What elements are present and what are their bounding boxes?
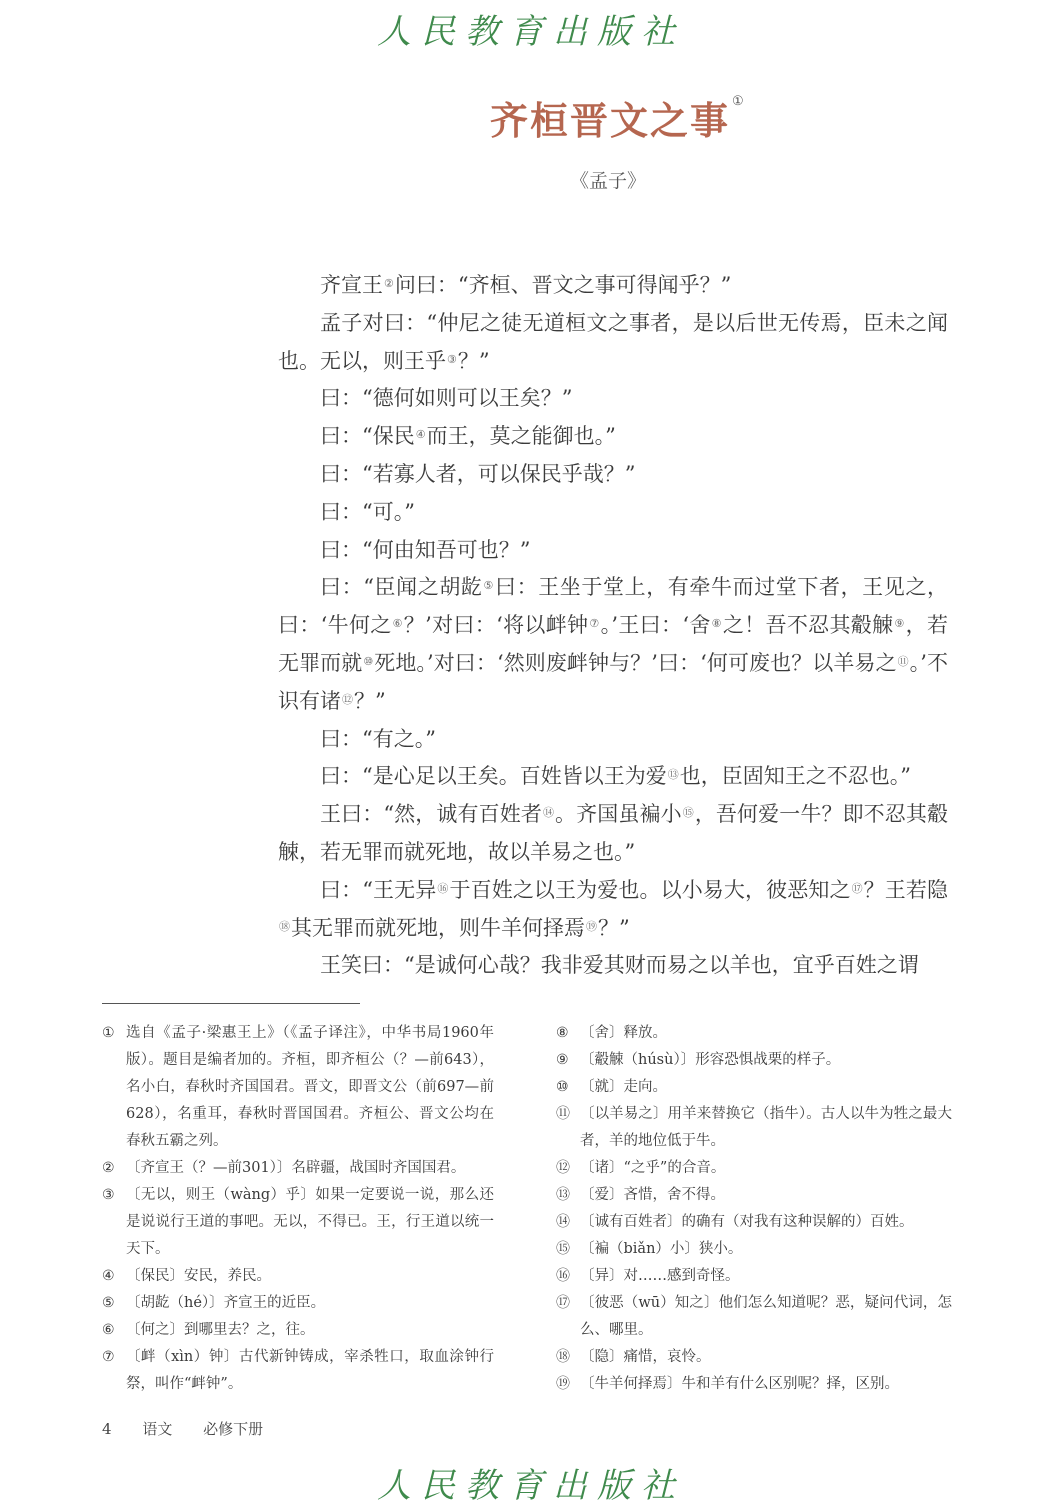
footnote-text: 〔诸〕“之乎”的合音。 <box>580 1160 726 1176</box>
footnote-marker: ③ <box>447 352 457 366</box>
footnote-marker: ⑫ <box>342 692 353 706</box>
footnote-item <box>102 1344 494 1398</box>
publisher-logo-bottom: 人民教育出版社 <box>377 1466 685 1506</box>
footnote-item <box>556 1371 952 1398</box>
footnote-item <box>556 1290 952 1344</box>
text-paragraph: 曰：“德何如则可以王矣？” <box>320 386 573 411</box>
footnote-number: ⑱ <box>556 1349 570 1365</box>
footnote-marker: ⑧ <box>711 617 722 631</box>
footnote-marker: ⑩ <box>363 654 374 668</box>
title-footnote-marker: ① <box>732 94 746 109</box>
volume-label: 必修下册 <box>203 1420 264 1438</box>
footnote-number: ⑰ <box>556 1295 570 1311</box>
page-number: 4 <box>102 1420 112 1438</box>
text-paragraph: 曰：“臣闻之胡龁⑤曰：王坐于堂上，有牵牛而过堂下者，王见之，曰：‘牛何之⑥？’对曰：‘将以衅钟⑦。’王曰：‘舍⑧之！吾不忍其觳觫⑨，若无罪而就⑩死地。’对曰：‘然则废衅钟与？’曰：‘何可废也？以羊易之⑪。’不识有诸⑫？” <box>278 575 948 713</box>
footnote-text: 〔齐宣王（？—前301）〕名辟疆，战国时齐国国君。 <box>126 1160 466 1176</box>
text-paragraph: 齐宣王②问曰：“齐桓、晋文之事可得闻乎？” <box>320 273 732 297</box>
footnote-text: 〔何之〕到哪里去？之，往。 <box>126 1322 315 1338</box>
footnote-marker: ④ <box>415 428 426 442</box>
footnote-number: ④ <box>102 1268 115 1284</box>
footnote-text: 〔以羊易之〕用羊来替换它（指牛）。古人以牛为牲之最大者，羊的地位低于牛。 <box>580 1106 952 1149</box>
footnote-marker: ⑤ <box>483 579 494 593</box>
footnote-item <box>556 1344 952 1371</box>
source-label: 《孟子》 <box>570 170 647 192</box>
text-paragraph: 王笑曰：“是诚何心哉？我非爱其财而易之以羊也，宜乎百姓之谓 <box>320 953 919 978</box>
footnote-marker: ⑰ <box>851 881 863 895</box>
text-paragraph: 王曰：“然，诚有百姓者⑭。齐国虽褊小⑮，吾何爱一牛？即不忍其觳觫，若无罪而就死地，故以羊易之也。” <box>278 802 949 864</box>
footnote-number: ⑦ <box>102 1349 115 1365</box>
footnote-item <box>556 1182 952 1209</box>
footnote-text: 〔异〕对……感到奇怪。 <box>580 1268 740 1284</box>
subject-label: 语文 <box>142 1420 173 1438</box>
footnote-number: ③ <box>102 1187 115 1203</box>
footnote-number: ⑭ <box>556 1214 570 1230</box>
footnote-number: ⑤ <box>102 1295 115 1311</box>
main-text <box>278 267 948 985</box>
text-paragraph: 曰：“若寡人者，可以保民乎哉？” <box>320 461 636 486</box>
page-footer <box>102 1418 289 1439</box>
footnote-number: ⑬ <box>556 1187 570 1203</box>
footnote-number: ⑫ <box>556 1160 570 1176</box>
footnote-item <box>102 1155 494 1182</box>
footnote-text: 〔觳觫（húsù）〕形容恐惧战栗的样子。 <box>580 1052 841 1068</box>
footnote-text: 〔隐〕痛惜，哀怜。 <box>580 1349 711 1365</box>
footnote-text: 〔就〕走向。 <box>580 1079 667 1095</box>
text-paragraph: 曰：“保民④而王，莫之能御也。” <box>320 424 616 449</box>
footnote-marker: ⑥ <box>392 617 403 631</box>
footnote-text: 〔胡龁（hé）〕齐宣王的近臣。 <box>126 1295 326 1311</box>
footnote-marker: ⑲ <box>586 919 597 933</box>
publisher-logo-top: 人民教育出版社 <box>377 12 685 52</box>
footnote-marker: ⑯ <box>437 881 449 895</box>
footnote-number: ② <box>102 1160 115 1176</box>
page-title <box>490 90 744 145</box>
footnote-item <box>556 1209 952 1236</box>
footnote-number: ⑲ <box>556 1376 570 1392</box>
text-paragraph: 曰：“是心足以王矣。百姓皆以王为爱⑬也，臣固知王之不忍也。” <box>320 764 911 789</box>
footnote-item <box>556 1236 952 1263</box>
footnotes-right-column <box>556 1020 952 1398</box>
footnote-number: ⑥ <box>102 1322 115 1338</box>
footnote-number: ⑮ <box>556 1241 570 1257</box>
footnote-text: 〔牛羊何择焉〕牛和羊有什么区别呢？择，区别。 <box>580 1376 899 1392</box>
footnote-text: 〔无以，则王（wàng）乎〕如果一定要说一说，那么还是说说行王道的事吧。无以，不得已。王，行王道以统一天下。 <box>126 1187 494 1257</box>
footnote-number: ⑧ <box>556 1025 569 1041</box>
footnote-item <box>556 1101 952 1155</box>
text-paragraph: 孟子对曰：“仲尼之徒无道桓文之事者，是以后世无传焉，臣未之闻也。无以，则王乎③？” <box>278 310 948 373</box>
footnote-marker: ⑭ <box>542 806 555 820</box>
footnote-text: 选自《孟子·梁惠王上》（《孟子译注》，中华书局1960年版）。题目是编者加的。齐桓，即齐桓公（？—前643），名小白，春秋时齐国国君。晋文，即晋文公（前697—前628），名重耳，春秋时晋国国君。齐桓公、晋文公均在春秋五霸之列。 <box>126 1025 494 1149</box>
footnote-item <box>102 1263 494 1290</box>
footnote-marker: ② <box>384 277 394 290</box>
footnote-item <box>556 1263 952 1290</box>
text-paragraph: 曰：“王无异⑯于百姓之以王为爱也。以小易大，彼恶知之⑰？王若隐⑱其无罪而就死地，则牛羊何择焉⑲？” <box>279 877 948 940</box>
footnote-number: ⑩ <box>556 1079 569 1095</box>
title-text: 齐桓晋文之事 <box>490 98 731 143</box>
footnote-number: ⑪ <box>556 1106 570 1122</box>
footnote-text: 〔彼恶（wū）知之〕他们怎么知道呢？恶，疑问代词，怎么、哪里。 <box>580 1295 952 1338</box>
footnote-item <box>102 1182 494 1263</box>
footnote-number: ⑯ <box>556 1268 570 1284</box>
footnote-text: 〔保民〕安民，养民。 <box>126 1268 271 1284</box>
footnote-item <box>556 1020 952 1047</box>
footnote-item <box>556 1155 952 1182</box>
footnote-marker: ⑨ <box>894 617 905 631</box>
footnote-marker: ⑮ <box>682 806 694 820</box>
footnote-marker: ⑬ <box>667 768 679 782</box>
footnote-marker: ⑪ <box>897 654 909 668</box>
footnote-text: 〔诚有百姓者〕的确有（对我有这种误解的）百姓。 <box>580 1214 914 1230</box>
footnote-item <box>102 1317 494 1344</box>
footnote-text: 〔舍〕释放。 <box>580 1025 667 1041</box>
footnote-text: 〔衅（xìn）钟〕古代新钟铸成，宰杀牲口，取血涂钟行祭，叫作“衅钟”。 <box>126 1349 494 1392</box>
footnote-marker: ⑦ <box>589 617 600 631</box>
footnote-item <box>556 1047 952 1074</box>
footnote-item <box>102 1020 494 1155</box>
text-paragraph: 曰：“有之。” <box>320 726 436 751</box>
footnote-text: 〔褊（biǎn）小〕狭小。 <box>580 1241 743 1257</box>
text-paragraph: 曰：“何由知吾可也？” <box>320 537 531 562</box>
footnote-item <box>102 1290 494 1317</box>
footnote-item <box>556 1074 952 1101</box>
footnote-divider <box>102 1003 360 1004</box>
footnote-number: ⑨ <box>556 1052 569 1068</box>
text-paragraph: 曰：“可。” <box>320 499 415 524</box>
footnote-marker: ⑱ <box>279 919 290 933</box>
footnote-number: ① <box>102 1025 115 1041</box>
footnote-text: 〔爱〕吝惜，舍不得。 <box>580 1187 725 1203</box>
footnotes-left-column <box>102 1020 494 1398</box>
